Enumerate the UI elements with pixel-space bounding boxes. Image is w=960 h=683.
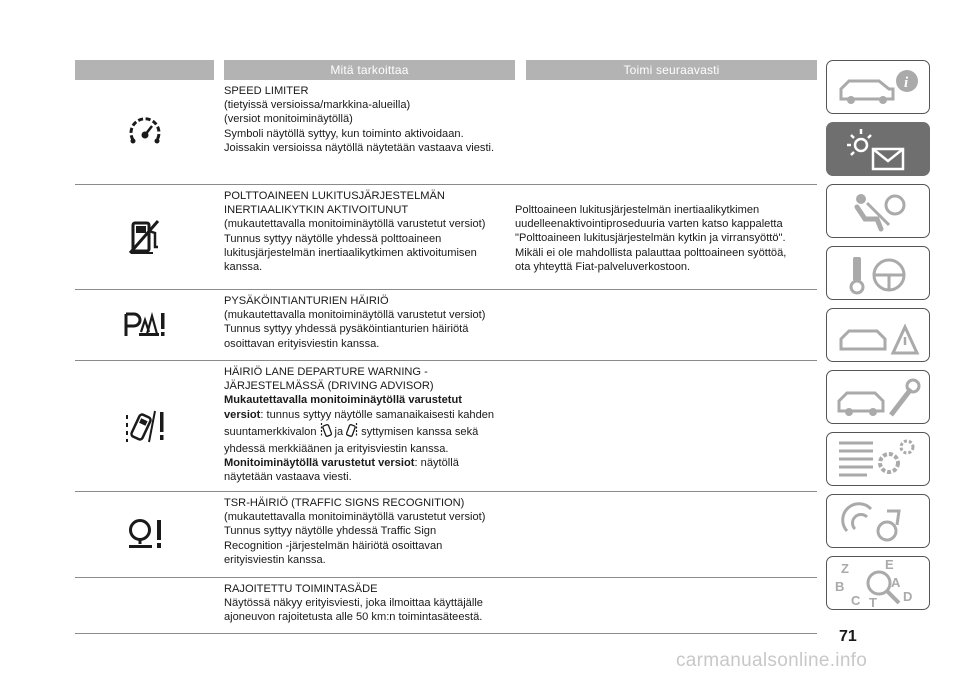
action-cell (505, 361, 806, 491)
index-letter: D (903, 589, 913, 604)
table-row (75, 578, 817, 634)
row-title: SPEED LIMITER (224, 85, 309, 97)
parking-sensor-fault-icon (75, 290, 214, 360)
index-letter: Z (841, 561, 849, 576)
svg-text:i: i (904, 75, 909, 91)
warning-lights-message-icon (827, 123, 931, 177)
nav-tab-vehicle-info[interactable] (826, 60, 930, 114)
lane-departure-fault-icon (75, 361, 214, 491)
lane-left-icon (320, 422, 332, 442)
text-line: (versiot monitoiminäytöllä) (224, 113, 353, 126)
action-cell (505, 290, 806, 360)
text-span: ja (334, 425, 344, 438)
page-number: 71 (839, 628, 857, 645)
action-cell (505, 492, 806, 577)
text-line: Symboli näytöllä syttyy, kun toiminto aktivoidaan. (224, 127, 464, 140)
row-title: PYSÄKÖINTIANTURIEN HÄIRIÖ (224, 295, 389, 307)
warning-table (75, 60, 817, 634)
car-info-icon (827, 61, 931, 115)
header-action: Toimi seuraavasti (526, 60, 817, 80)
row-title: RAJOITETTU TOIMINTASÄDE (224, 583, 378, 595)
action-cell (505, 578, 806, 633)
traffic-sign-recognition-fault-icon (75, 492, 214, 577)
table-row (75, 290, 817, 361)
maintenance-wrench-icon (827, 371, 931, 425)
table-row (75, 492, 817, 578)
empty-icon-cell (75, 578, 214, 633)
key-steering-wheel-icon (827, 247, 931, 301)
action-cell (505, 185, 806, 289)
meaning-cell (214, 80, 505, 184)
header-meaning: Mitä tarkoittaa (224, 60, 526, 80)
text-line: (mukautettavalla monitoiminäytöllä varustetut versiot) (224, 511, 486, 524)
bold-text: versiot (224, 408, 261, 421)
row-title: TSR-HÄIRIÖ (TRAFFIC SIGNS RECOGNITION) (224, 497, 465, 509)
row-title: HÄIRIÖ LANE DEPARTURE WARNING - (224, 366, 428, 378)
text-line: Tunnus syttyy yhdessä pysäköintianturien häiriötä (224, 323, 469, 336)
text-line: yhdessä merkkiäänen ja erityisviestin kanssa. (224, 443, 449, 456)
text-line: lukitusjärjestelmän inertiaalikytkimen aktivoitumisen (224, 246, 477, 259)
text-line: Tunnus syttyy näytölle yhdessä Traffic Sign (224, 525, 437, 538)
specifications-gear-icon (827, 433, 931, 487)
meaning-cell (214, 361, 505, 491)
index-alphabet-icon (827, 557, 931, 611)
meaning-cell (214, 578, 505, 633)
index-letter: B (835, 579, 845, 594)
text-line: erityisviestin kanssa. (224, 553, 326, 566)
nav-tab-multimedia[interactable] (826, 494, 930, 548)
text-line: "Polttoaineen lukitusjärjestelmän kytkin ja virransyöttö". (515, 232, 786, 245)
speed-limiter-icon (75, 80, 214, 184)
action-cell (505, 80, 806, 184)
text-line: Recognition -järjestelmän häiriötä osoittavan (224, 539, 443, 552)
seat-airbag-icon (827, 185, 931, 239)
nav-tab-starting-driving[interactable] (826, 246, 930, 300)
table-header (75, 60, 817, 80)
table-row (75, 185, 817, 290)
text-line (224, 456, 495, 470)
table-row (75, 361, 817, 492)
meaning-cell (214, 185, 505, 289)
text-line: (mukautettavalla monitoiminäytöllä varustetut versiot) (224, 309, 486, 322)
breakdown-warning-icon (827, 309, 931, 363)
watermark: carmanualsonline.info (676, 650, 868, 671)
text-span: : näytöllä (414, 457, 459, 470)
header-icon-column (75, 60, 224, 80)
index-letter: E (885, 557, 894, 572)
nav-tab-specifications[interactable] (826, 432, 930, 486)
nav-tab-maintenance[interactable] (826, 370, 930, 424)
text-line: ajoneuvon rajoitetusta alle 50 km:n toimintasäteestä. (224, 611, 483, 624)
text-line: kanssa. (224, 261, 263, 274)
index-letter: A (891, 575, 901, 590)
row-title: INERTIAALIKYTKIN AKTIVOITUNUT (224, 204, 409, 217)
text-line: Joissakin versioissa näytöllä näytetään vastaava viesti. (224, 141, 495, 154)
text-line: (tietyissä versioissa/markkina-alueilla) (224, 99, 411, 112)
multimedia-icon (827, 495, 931, 549)
text-line (224, 408, 495, 422)
bold-text: Monitoiminäytöllä varustetut versiot (224, 457, 415, 470)
index-letter: C (851, 593, 861, 608)
row-title: JÄRJESTELMÄSSÄ (DRIVING ADVISOR) (224, 380, 434, 393)
text-span: syttymisen kanssa sekä (361, 425, 479, 438)
text-span: suuntamerkkivalon (224, 425, 317, 438)
lane-right-icon (346, 422, 358, 442)
nav-tab-warning-lights[interactable] (826, 122, 930, 176)
meaning-cell (214, 492, 505, 577)
text-line: (mukautettavalla monitoiminäytöllä varustetut versiot) (224, 218, 486, 231)
nav-tab-safety[interactable] (826, 184, 930, 238)
meaning-cell (214, 290, 505, 360)
text-line: Tunnus syttyy näytölle yhdessä polttoaineen (224, 232, 442, 245)
row-title: POLTTOAINEEN LUKITUSJÄRJESTELMÄN (224, 190, 445, 202)
text-line: Näytössä näkyy erityisviesti, joka ilmoittaa käyttäjälle (224, 597, 483, 610)
nav-tab-emergency[interactable] (826, 308, 930, 362)
table-row (75, 80, 817, 185)
nav-tab-index[interactable] (826, 556, 930, 610)
text-line: uudelleenaktivointiproseduuria varten katso kappaletta (515, 218, 783, 231)
text-span: : tunnus syttyy näytölle samanaikaisesti kahden (260, 408, 495, 421)
text-line: näytetään vastaava viesti. (224, 471, 352, 484)
text-line: osoittavan erityisviestin kanssa. (224, 337, 380, 350)
text-line: ota yhteyttä Fiat-palveluverkostoon. (515, 260, 691, 273)
fuel-cutoff-icon (75, 185, 214, 289)
bold-text: Mukautettavalla monitoiminäytöllä varustetut (224, 394, 462, 407)
text-line: Polttoaineen lukitusjärjestelmän inertiaalikytkimen (515, 204, 760, 216)
text-line (224, 422, 495, 442)
index-letter: T (869, 595, 877, 610)
text-line: Mikäli ei ole mahdollista palauttaa polttoaineen syöttöä, (515, 246, 787, 259)
